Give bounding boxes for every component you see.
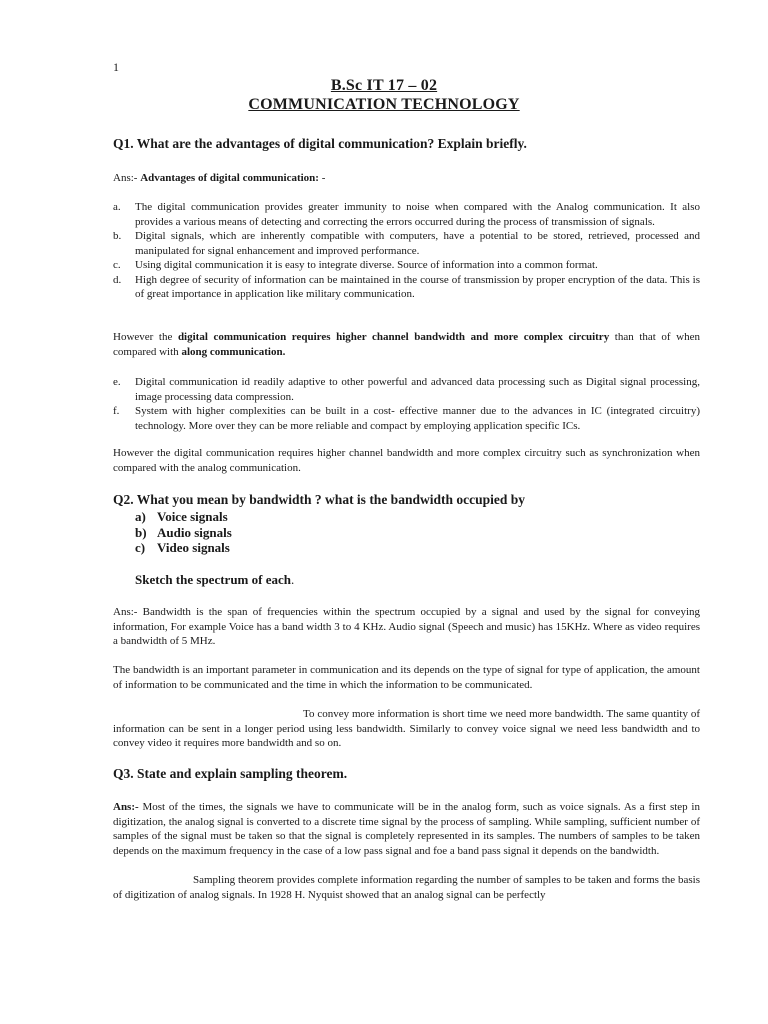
paragraph-text: Most of the times, the signals we have to communicate will be in the analog form, such as voice signals. As a first step in digitization, the analog signal is converted to a discrete time signal by the process of sampling. While sampling, sufficient number of samples of the signal must be taken so that the signal is completely represented in its samples. The numbers of samples to be taken depends on the maximum frequency in the case of a low pass signal and foe a band pass signal it depends on the bandwidth. [113,801,700,857]
question-3: Q3. State and explain sampling theorem. [113,766,348,781]
q1-list-e-f [113,375,700,433]
question-1: Q1. What are the advantages of digital communication? Explain briefly. [113,136,527,151]
list-marker: f. [113,405,120,417]
list-text: High degree of security of information can be maintained in the course of transmission by proper encryption of the data. This is of great importance in application like military communication. [135,273,700,300]
list-marker: a. [113,201,121,213]
q3-answer-paragraph-2 [113,873,700,902]
q1-however-paragraph-2: However the digital communication requires higher channel bandwidth and more complex circuitry such as synchronization when compared with the analog communication. [113,447,700,474]
paragraph-text: To convey more information is short time we need more bandwidth. The same quantity of information can be sent in a longer period using less bandwidth. Similarly to convey voice signal we need less bandwidth and to convey video it requires more bandwidth and so on. [113,708,700,749]
list-marker: a) [135,509,146,524]
list-text: Digital communication id readily adaptive to other powerful and advanced data processing such as Digital signal processing, image processing data compression. [135,376,700,403]
question-2: Q2. What you mean by bandwidth ? what is the bandwidth occupied by [113,492,525,507]
list-item [135,525,232,541]
list-text: Digital signals, which are inherently compatible with computers, have a potential to be stored, retrieved, processed and manipulated for signal enhancement and improved performance. [135,230,700,257]
q2-sketch-instruction [135,572,294,588]
list-item [113,200,700,229]
ans-prefix: Ans:- [113,172,141,184]
list-item [113,404,700,433]
list-text: Using digital communication it is easy to integrate diverse. Source of information into a common format. [135,259,598,271]
page-number: 1 [113,60,119,74]
list-marker: d. [113,273,122,286]
q3-answer-paragraph-1 [113,800,700,858]
q2-answer-paragraph-2: The bandwidth is an important parameter in communication and its depends on the type of signal for type of application, the amount of information to be communicated and the time in which the information to be communicated. [113,664,700,691]
list-item [113,273,700,302]
however-text: than that of when compared with [113,331,700,358]
paragraph-text: Sampling theorem provides complete information regarding the number of samples to be taken and forms the basis of digitization of analog signals. In 1928 H. Nyquist showed that an analog signal can be perfectly [113,874,700,901]
sketch-dot: . [290,572,295,587]
course-code-title: B.Sc IT 17 – 02 [330,77,438,94]
sketch-text: Sketch the spectrum of each [135,572,291,587]
list-item [113,258,700,273]
list-text: Video signals [157,540,230,555]
list-item [113,229,700,258]
q2-answer-paragraph-3 [113,707,700,751]
list-marker: b. [113,230,122,242]
list-item [135,509,232,525]
however-bold: along communication. [181,345,286,358]
ans-suffix: - [318,172,326,184]
list-marker: c. [113,259,121,271]
q1-however-paragraph [113,330,700,359]
list-item [113,375,700,404]
q1-list-a-d [113,200,700,302]
list-item [135,540,232,556]
q1-answer-heading [113,172,325,184]
list-text: The digital communication provides greater immunity to noise when compared with the Analog communication. It also provides a various means of detecting and correcting the errors occurred during the process of transmission of signals. [135,201,700,228]
list-marker: e. [113,376,121,388]
list-text: System with higher complexities can be built in a cost- effective manner due to the advances in IC (integrated circuitry) technology. More over they can be more reliable and compact by employing application specific ICs. [135,405,700,432]
list-text: Voice signals [157,509,228,524]
however-bold: digital communication requires higher channel bandwidth and more complex circuitry [177,331,610,343]
list-marker: b) [135,524,147,540]
q2-sublist [135,509,232,556]
ans-label: Ans:- [113,801,139,813]
list-marker: c) [135,540,146,555]
q2-answer-paragraph-1: Ans:- Bandwidth is the span of frequencies within the spectrum occupied by a signal and used by the signal for conveying information, For example Voice has a band width 3 to 4 KHz. Audio signal (Speech and music) has 15KHz. Where as video requires a bandwidth of 5 MHz. [113,606,700,647]
course-name-title: COMMUNICATION TECHNOLOGY [248,96,520,113]
ans-heading-bold: Advantages of digital communication: [140,172,319,184]
however-text: However the [113,331,178,343]
list-text: Audio signals [157,524,232,540]
